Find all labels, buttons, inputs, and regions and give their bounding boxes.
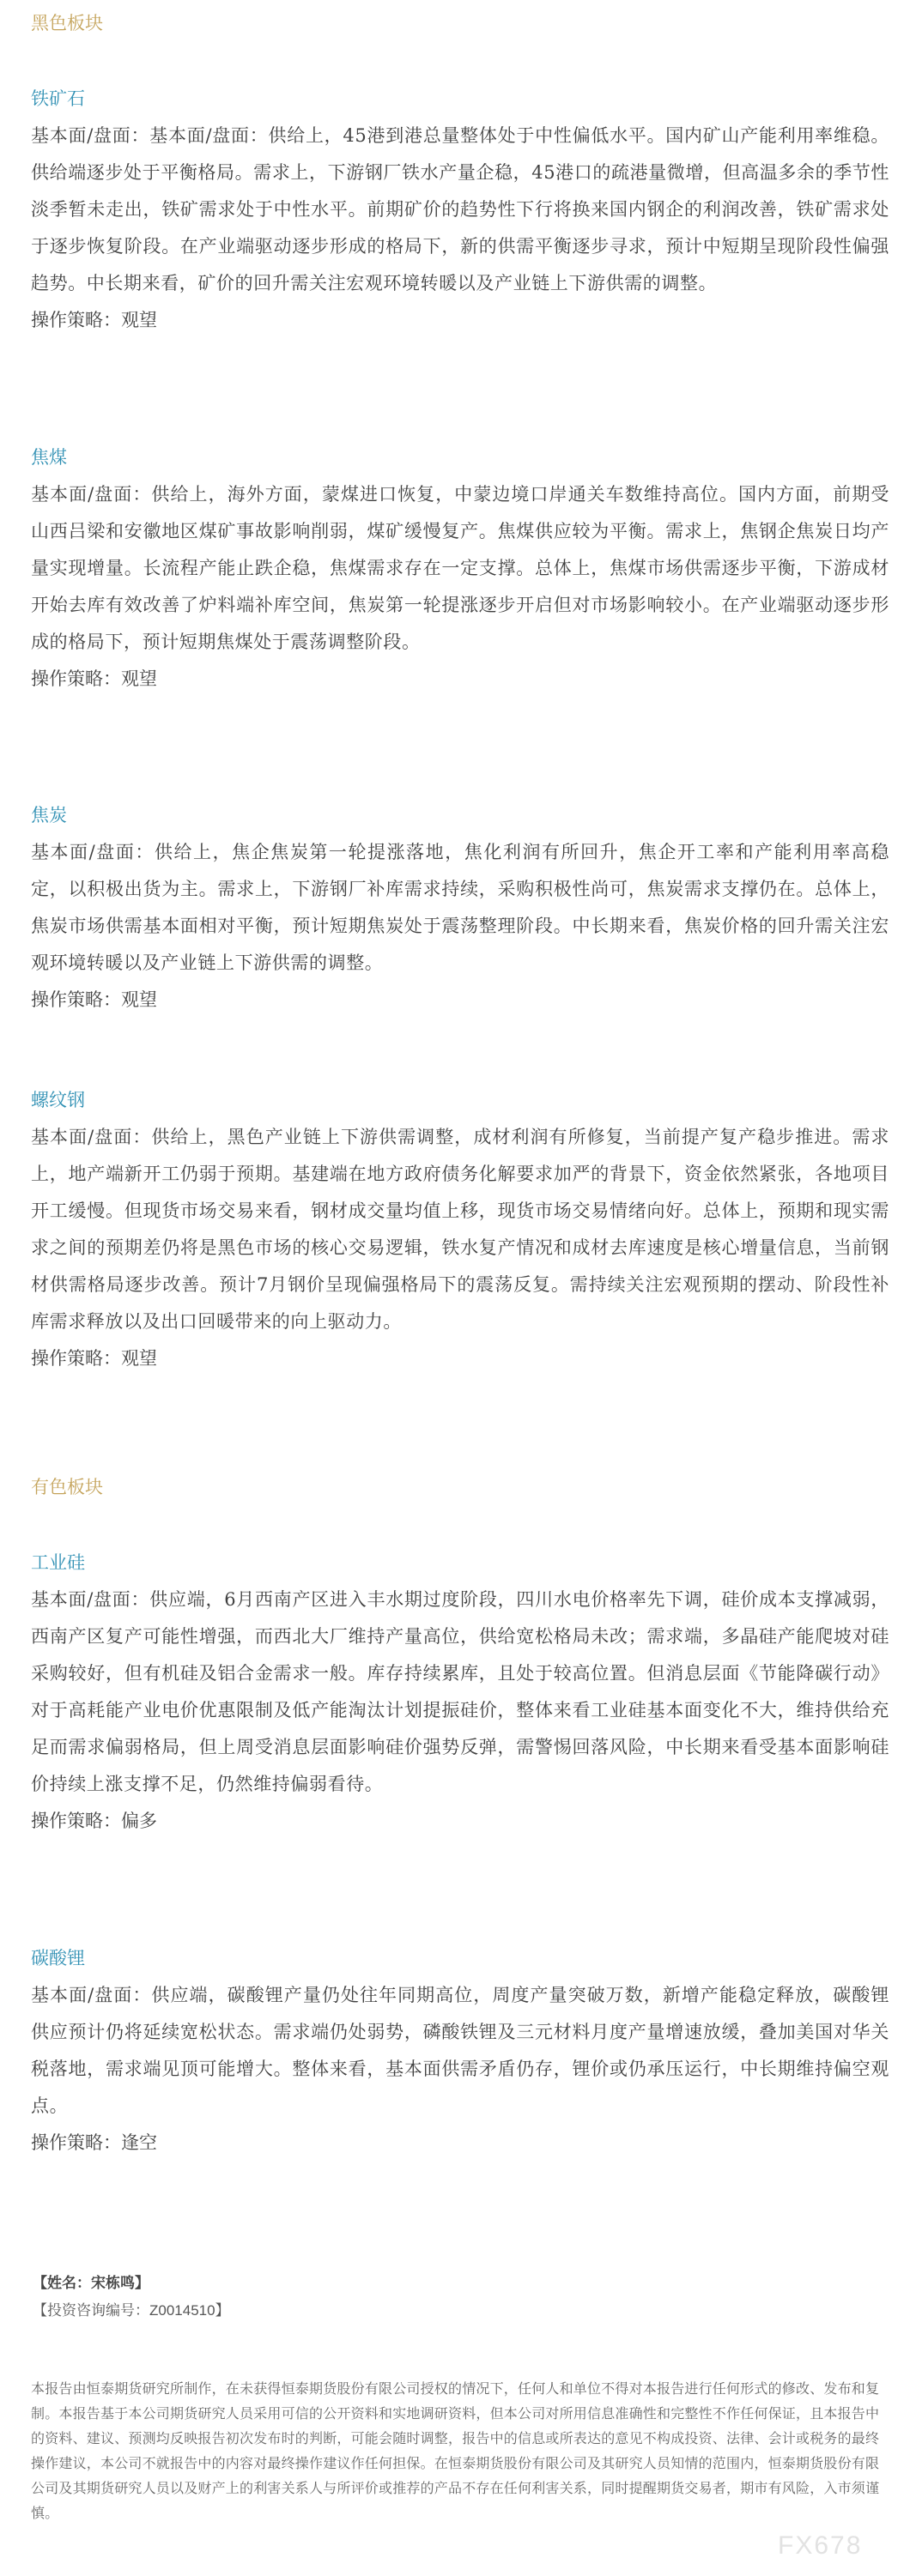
item-body: 基本面/盘面：供给上，焦企焦炭第一轮提涨落地，焦化利润有所回升，焦企开工率和产能利用率高稳定，以积极出货为主。需求上，下游钢厂补库需求持续，采购积极性尚可，焦炭需求支撑仍在。总体上，焦炭市场供需基本面相对平衡，预计短期焦炭处于震荡整理阶段。中长期来看，焦炭价格的回升需关注宏观环境转暖以及产业链上下游供需的调整。: [31, 842, 889, 973]
section-title: 有色板块: [31, 1477, 103, 1497]
item-body: 基本面/盘面：供应端，碳酸锂产量仍处往年同期高位，周度产量突破万数，新增产能稳定释放，碳酸锂供应预计仍将延续宽松状态。需求端仍处弱势，磷酸铁锂及三元材料月度产量增速放缓，叠加美国对华关税落地，需求端见顶可能增大。整体来看，基本面供需矛盾仍存，锂价或仍承压运行，中长期维持偏空观点。: [31, 1985, 889, 2116]
item-title: 碳酸锂: [31, 1948, 85, 1968]
item-strategy: 操作策略：偏多: [31, 1811, 157, 1831]
nonferrous-section-header: [31, 1474, 889, 1500]
item-title: 铁矿石: [31, 88, 85, 109]
item-strategy: 操作策略：观望: [31, 989, 157, 1010]
item-title: 焦炭: [31, 805, 67, 825]
author-name: 【姓名：宋栋鸣】: [33, 2275, 149, 2291]
item-title: 螺纹钢: [31, 1090, 85, 1110]
item-body: 基本面/盘面：供给上，海外方面，蒙煤进口恢复，中蒙边境口岸通关车数维持高位。国内方面，前期受山西吕梁和安徽地区煤矿事故影响削弱，煤矿缓慢复产。焦煤供应较为平衡。需求上，焦钢企焦炭日均产量实现增量。长流程产能止跌企稳，焦煤需求存在一定支撑。总体上，焦煤市场供需逐步平衡，下游成材开始去库有效改善了炉料端补库空间，焦炭第一轮提涨逐步开启但对市场影响较小。在产业端驱动逐步形成的格局下，预计短期焦煤处于震荡调整阶段。: [31, 484, 889, 652]
item-strategy: 操作策略：观望: [31, 310, 157, 330]
item-body: 基本面/盘面：供应端，6月西南产区进入丰水期过度阶段，四川水电价格率先下调，硅价成本支撑减弱，西南产区复产可能性增强，而西北大厂维持产量高位，供给宽松格局未改；需求端，多晶硅产能爬坡对硅采购较好，但有机硅及铝合金需求一般。库存持续累库，且处于较高位置。但消息层面《节能降碳行动》对于高耗能产业电价优惠限制及低产能淘汰计划提振硅价，整体来看工业硅基本面变化不大，维持供给充足而需求偏弱格局，但上周受消息层面影响硅价强势反弹，需警惕回落风险，中长期来看受基本面影响硅价持续上涨支撑不足，仍然维持偏弱看待。: [31, 1589, 889, 1794]
item-rebar: [31, 1087, 889, 1377]
item-body: 基本面/盘面：基本面/盘面：供给上，45港到港总量整体处于中性偏低水平。国内矿山产能利用率维稳。供给端逐步处于平衡格局。需求上，下游钢厂铁水产量企稳，45港口的疏港量微增，但高温多余的季节性淡季暂未走出，铁矿需求处于中性水平。前期矿价的趋势性下行将换来国内钢企的利润改善，铁矿需求处于逐步恢复阶段。在产业端驱动逐步形成的格局下，新的供需平衡逐步寻求，预计中短期呈现阶段性偏强趋势。中长期来看，矿价的回升需关注宏观环境转暖以及产业链上下游供需的调整。: [31, 125, 889, 293]
item-strategy: 操作策略：观望: [31, 1348, 157, 1369]
item-strategy: 操作策略：观望: [31, 668, 157, 689]
ferrous-section-header: [31, 10, 889, 36]
item-lithium-carbonate: [31, 1945, 889, 2162]
item-coke: [31, 802, 889, 1019]
item-coking-coal: [31, 444, 889, 698]
watermark-logo: FX678: [778, 2531, 863, 2560]
item-strategy: 操作策略：逢空: [31, 2132, 157, 2153]
item-industrial-silicon: [31, 1550, 889, 1840]
item-title: 工业硅: [31, 1552, 85, 1573]
item-title: 焦煤: [31, 447, 67, 468]
item-body: 基本面/盘面：供给上，黑色产业链上下游供需调整，成材利润有所修复，当前提产复产稳步推进。需求上，地产端新开工仍弱于预期。基建端在地方政府债务化解要求加严的背景下，资金依然紧张，各地项目开工缓慢。但现货市场交易来看，钢材成交量均值上移，现货市场交易情绪向好。总体上，预期和现实需求之间的预期差仍将是黑色市场的核心交易逻辑，铁水复产情况和成材去库速度是核心增量信息，当前钢材供需格局逐步改善。预计7月钢价呈现偏强格局下的震荡反复。需持续关注宏观预期的摆动、阶段性补库需求释放以及出口回暖带来的向上驱动力。: [31, 1127, 889, 1332]
disclaimer-text: 本报告由恒泰期货研究所制作，在未获得恒泰期货股份有限公司授权的情况下，任何人和单位不得对本报告进行任何形式的修改、发布和复制。本报告基于本公司期货研究人员采用可信的公开资料和实地调研资料，但本公司对所用信息准确性和完整性不作任何保证，且本报告中的资料、建议、预测均反映报告初次发布时的判断，可能会随时调整，报告中的信息或所表达的意见不构成投资、法律、会计或税务的最终操作建议，本公司不就报告中的内容对最终操作建议作任何担保。在恒泰期货股份有限公司及其研究人员知情的范围内，恒泰期货股份有限公司及其期货研究人员以及财产上的利害关系人与所评价或推荐的产品不存在任何利害关系，同时提醒期货交易者，期市有风险，入市须谨慎。: [31, 2382, 880, 2521]
author-license: 【投资咨询编号：Z0014510】: [33, 2302, 230, 2319]
item-iron-ore: [31, 86, 889, 339]
section-title: 黑色板块: [31, 13, 103, 33]
